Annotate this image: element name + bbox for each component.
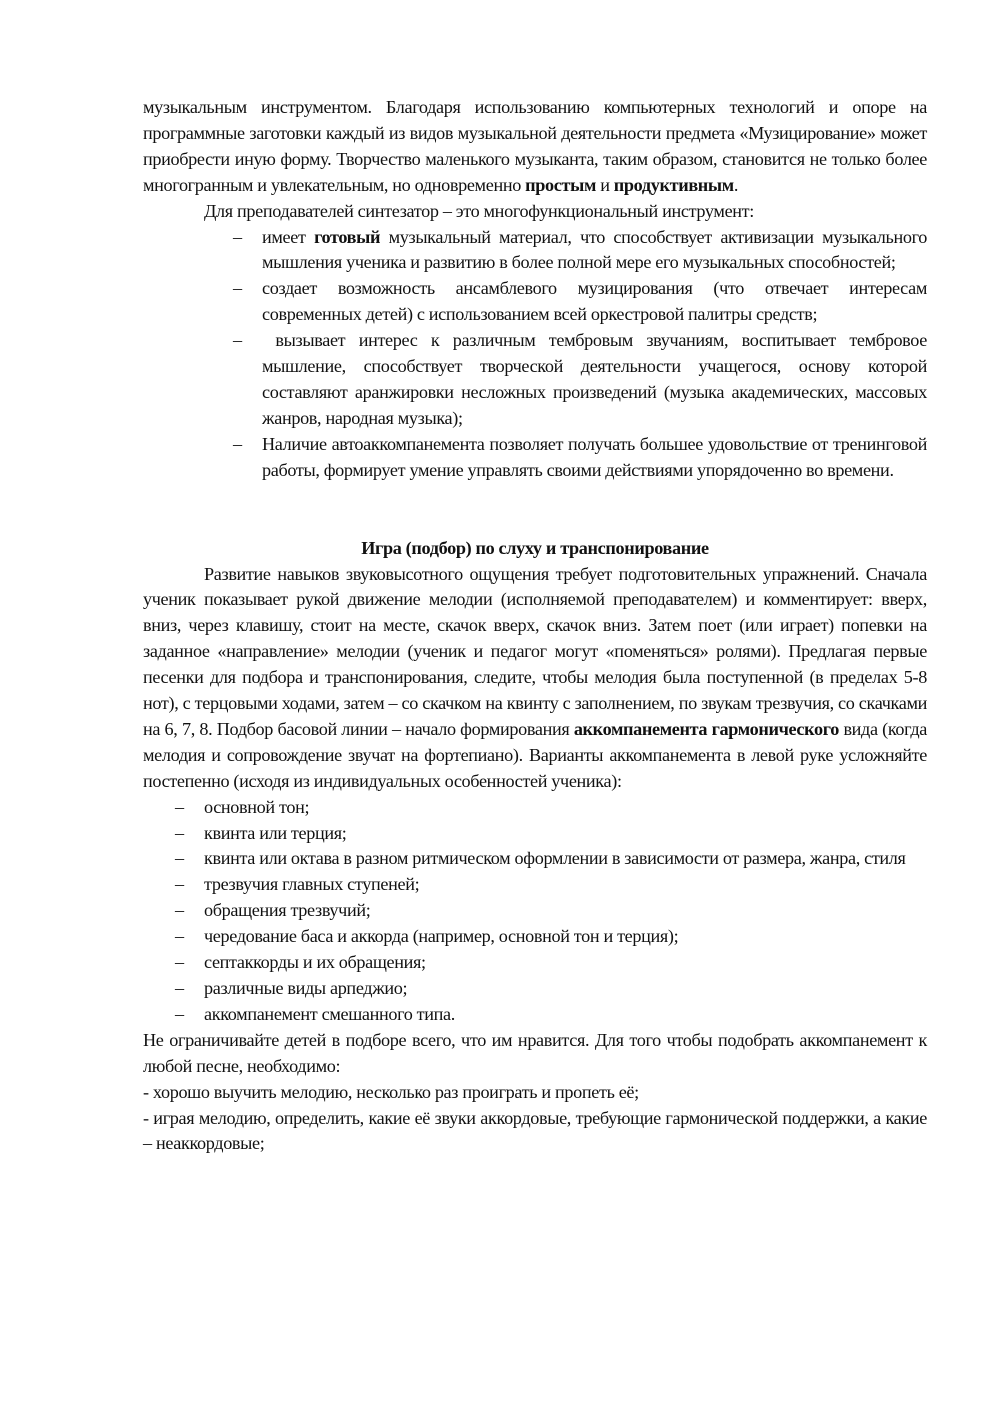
- list-item-text: аккомпанемент смешанного типа.: [204, 1003, 455, 1024]
- list-item-text: Наличие автоаккомпанемента позволяет получать большее удовольствие от тренинговой работы, формирует умение управлять своими действиями упорядоченно во времени.: [262, 433, 927, 480]
- list-item-text: трезвучия главных ступеней;: [204, 874, 420, 895]
- bold-text: аккомпанемента гармонического: [573, 718, 839, 739]
- dash-bullet: –: [175, 796, 184, 817]
- paragraph-text: вида (когда мелодия и сопровождение звучат на фортепиано). Варианты аккомпанемента в левой руке усложняйте постепенно (исходя из индивидуальных особенностей ученика):: [143, 718, 927, 791]
- step-item: - играя мелодию, определить, какие её звуки аккордовые, требующие гармонической поддержки, а какие – неаккордовые;: [143, 1107, 927, 1154]
- bold-text: простым: [525, 174, 596, 195]
- list-item: [175, 976, 927, 1002]
- list-item: [233, 276, 927, 328]
- spacer: [143, 484, 927, 536]
- document-body: [143, 95, 932, 1157]
- list-item: [233, 432, 927, 484]
- paragraph-teachers: Для преподавателей синтезатор – это многофункциональный инструмент:: [204, 200, 754, 221]
- paragraph-advice: Не ограничивайте детей в подборе всего, что им нравится. Для того чтобы подобрать аккомпанемент к любой песне, необходимо:: [143, 1029, 927, 1076]
- list-item: [233, 328, 932, 432]
- list-item-text: квинта или октава в разном ритмическом оформлении в зависимости от размера, жанра, стиля: [204, 848, 906, 869]
- list-item-text: септаккорды и их обращения;: [204, 952, 426, 973]
- section-heading: Игра (подбор) по слуху и транспонирование: [361, 537, 709, 558]
- paragraph-text: .: [733, 174, 739, 195]
- accompaniment-list: [175, 795, 927, 1028]
- dash-bullet: –: [233, 278, 242, 299]
- list-item: [175, 795, 927, 821]
- list-item-text: создает возможность ансамблевого музицирования (что отвечает интересам современных детей) с использованием всей оркестровой палитры средств;: [262, 278, 927, 325]
- dash-bullet: –: [175, 900, 184, 921]
- list-item-text: обращения трезвучий;: [204, 900, 371, 921]
- list-item-text: основной тон;: [204, 796, 310, 817]
- list-item: [175, 846, 927, 872]
- step-item: - хорошо выучить мелодию, несколько раз проиграть и пропеть её;: [143, 1081, 639, 1102]
- list-item: [175, 821, 927, 847]
- dash-bullet: –: [175, 822, 184, 843]
- list-item-text: различные виды арпеджио;: [204, 978, 408, 998]
- paragraph-text: музыкальным инструментом. Благодаря использованию компьютерных технологий и опоре на программные заготовки каждый из видов музыкальной деятельности предмета «Музицирование» может приобрести иную форму. Творчество маленького музыканта, таким образом, становится не только более многогранным и увлекательным, но одновременно: [143, 97, 927, 195]
- dash-bullet: –: [233, 330, 242, 351]
- paragraph-ear-training: [143, 562, 927, 795]
- list-item: [175, 898, 927, 924]
- list-item: [175, 1002, 927, 1028]
- bold-text: готовый: [314, 226, 381, 247]
- list-item-text: имеет: [262, 226, 315, 247]
- teacher-benefits-list: [233, 225, 932, 484]
- list-item: [175, 924, 927, 950]
- list-item: [175, 872, 927, 898]
- dash-bullet: –: [175, 1003, 184, 1024]
- dash-bullet: –: [175, 978, 184, 998]
- paragraph-text: и: [596, 174, 614, 195]
- dash-bullet: –: [233, 433, 242, 454]
- paragraph-intro: [143, 95, 927, 199]
- list-item-text: музыкальный материал, что способствует активизации музыкального мышления ученика и развитию в более полной мере его музыкальных способностей;: [262, 226, 927, 273]
- list-item: [233, 225, 927, 277]
- list-item: [175, 950, 927, 976]
- dash-bullet: –: [175, 848, 184, 869]
- dash-bullet: –: [233, 226, 242, 247]
- dash-bullet: –: [175, 952, 184, 973]
- dash-bullet: –: [175, 926, 184, 947]
- bold-text: продуктивным: [613, 174, 734, 195]
- paragraph-text: Развитие навыков звуковысотного ощущения требует подготовительных упражнений. Сначала ученик показывает рукой движение мелодии (исполняемой преподавателем) и комментирует: вверх, вниз, через клавишу, стоит на месте, скачок вверх, скачок вниз. Затем поет (или играет) попевки на заданное «направление» мелодии (ученик и педагог могут «поменяться» ролями). Предлагая первые песенки для подбора и транспонирования, следите, чтобы мелодия была поступенной (в пределах 5-8 нот), с терцовыми ходами, затем – со скачком на квинту с заполнением, по звукам трезвучия, со скачками на 6, 7, 8. Подбор басовой линии – начало формирования: [143, 563, 927, 739]
- list-item-text: чередование баса и аккорда (например, основной тон и терция);: [204, 926, 679, 947]
- list-item-text: вызывает интерес к различным тембровым звучаниям, воспитывает тембровое мышление, способствует творческой деятельности учащегося, основу которой составляют аранжировки несложных произведений (музыка академических, массовых жанров, народная музыка);: [262, 330, 932, 428]
- list-item-text: квинта или терция;: [204, 822, 347, 843]
- dash-bullet: –: [175, 874, 184, 895]
